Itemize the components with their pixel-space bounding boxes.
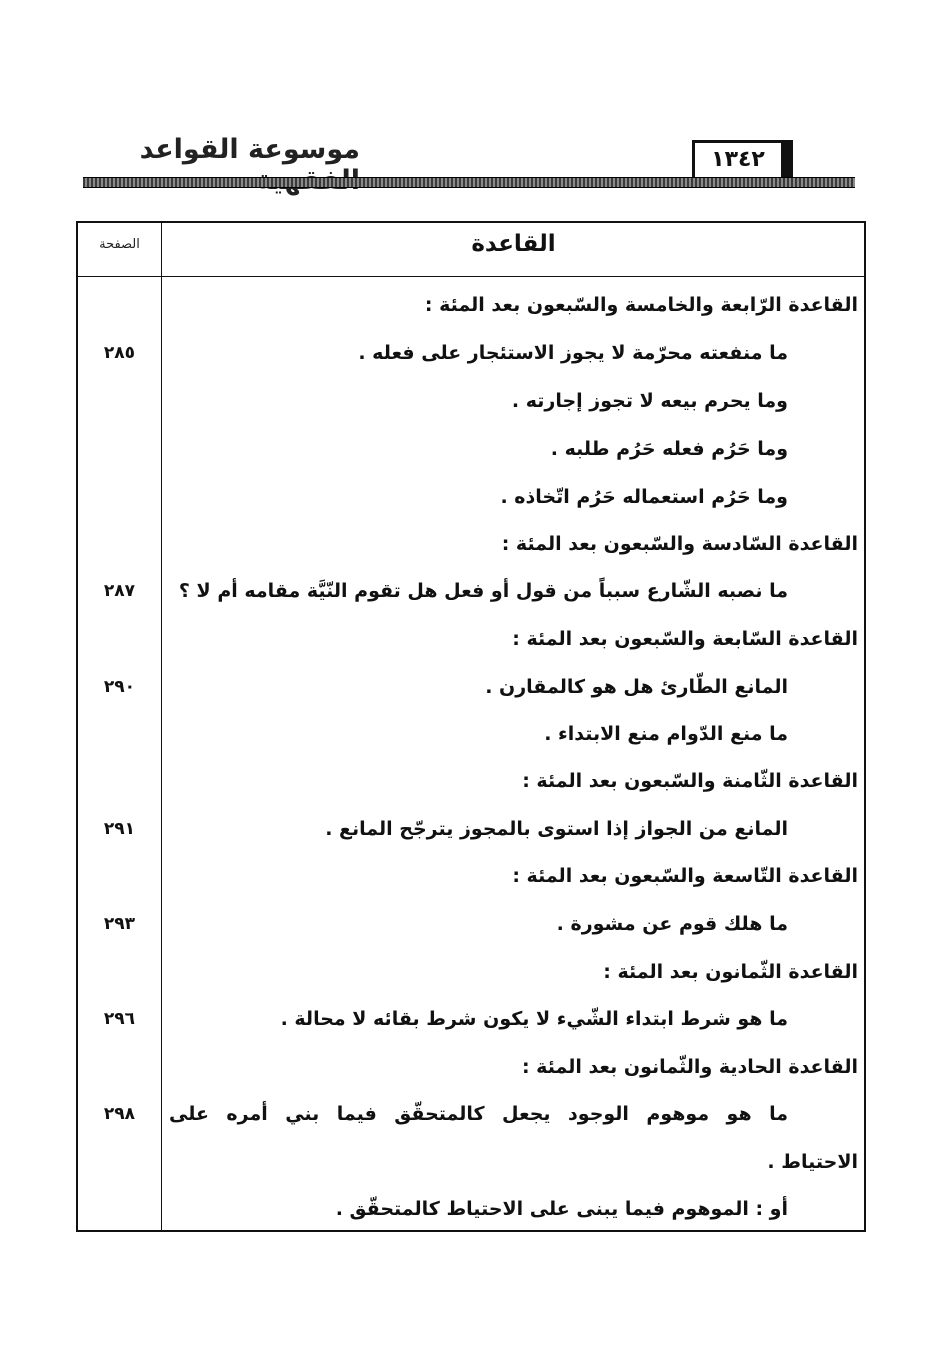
rule-item <box>163 329 864 377</box>
row-text: ما هلك قوم عن مشورة . <box>556 913 788 935</box>
rule-item <box>163 1090 864 1138</box>
page-ref: ٢٨٧ <box>103 581 136 601</box>
row-text: ما منفعته محرّمة لا يجوز الاستئجار على فعله . <box>358 342 788 364</box>
rule-item <box>163 473 864 521</box>
row-text: ما منع الدّوام منع الابتداء . <box>544 723 788 745</box>
rule-heading <box>163 615 864 663</box>
rule-heading <box>163 852 864 900</box>
page-number: ١٣٤٢ <box>692 140 784 180</box>
page-ref: ٢٩٣ <box>103 914 136 934</box>
row-text: القاعدة الرّابعة والخامسة والسّبعون بعد المئة : <box>424 294 858 316</box>
row-text: وما يحرم بيعه لا تجوز إجارته . <box>511 390 788 412</box>
index-table <box>76 221 866 1232</box>
row-text: المانع من الجواز إذا استوى بالمجوز يترجّح المانع . <box>325 818 788 840</box>
page-ref: ٢٨٥ <box>103 343 136 363</box>
row-text: ما نصبه الشّارع سبباً من قول أو فعل هل تقوم النّيَّة مقامه أم لا ؟ <box>178 580 788 602</box>
rule-item-continuation <box>163 1138 864 1186</box>
row-text: القاعدة التّاسعة والسّبعون بعد المئة : <box>512 865 858 887</box>
page-ref: ٢٩١ <box>103 819 136 839</box>
rule-item <box>163 425 864 473</box>
rule-item <box>163 567 864 615</box>
row-text: المانع الطّارئ هل هو كالمقارن . <box>485 676 788 698</box>
header-row-divider <box>78 276 864 277</box>
rule-item <box>163 805 864 853</box>
rule-heading <box>163 281 864 329</box>
rule-heading <box>163 948 864 996</box>
row-text: أو : الموهوم فيما يبنى على الاحتياط كالمتحقّق . <box>335 1198 788 1220</box>
row-text: القاعدة السّادسة والسّبعون بعد المئة : <box>501 533 858 555</box>
book-title: موسوعة القواعد <box>139 134 360 165</box>
rule-item <box>163 1185 864 1233</box>
row-text: ما هو موهوم الوجود يجعل كالمتحقّق فيما بني أمره على <box>169 1103 788 1125</box>
row-text: ما هو شرط ابتداء الشّيء لا يكون شرط بقائه لا محالة . <box>280 1008 788 1030</box>
page-ref: ٢٩٦ <box>103 1009 136 1029</box>
row-text: القاعدة الثّامنة والسّبعون بعد المئة : <box>522 770 858 792</box>
rule-item <box>163 710 864 758</box>
header-divider-band <box>83 177 855 188</box>
row-text: القاعدة الحادية والثّمانون بعد المئة : <box>521 1056 858 1078</box>
page-ref: ٢٩٨ <box>103 1104 136 1124</box>
rule-heading <box>163 1043 864 1091</box>
column-header-page: الصفحة <box>99 237 140 252</box>
row-text: وما حَرُم فعله حَرُم طلبه . <box>550 438 788 460</box>
row-text: القاعدة السّابعة والسّبعون بعد المئة : <box>512 628 858 650</box>
rule-item <box>163 900 864 948</box>
page-ref: ٢٩٠ <box>103 677 136 697</box>
row-text: القاعدة الثّمانون بعد المئة : <box>603 961 858 983</box>
rule-item <box>163 663 864 711</box>
row-text: الاحتياط . <box>767 1151 858 1173</box>
rule-heading <box>163 757 864 805</box>
column-header-rule: القاعدة <box>471 231 556 257</box>
rule-item <box>163 995 864 1043</box>
rule-item <box>163 377 864 425</box>
column-divider <box>161 223 162 1230</box>
row-text: وما حَرُم استعماله حَرُم اتّخاذه . <box>500 486 788 508</box>
rule-heading <box>163 520 864 568</box>
